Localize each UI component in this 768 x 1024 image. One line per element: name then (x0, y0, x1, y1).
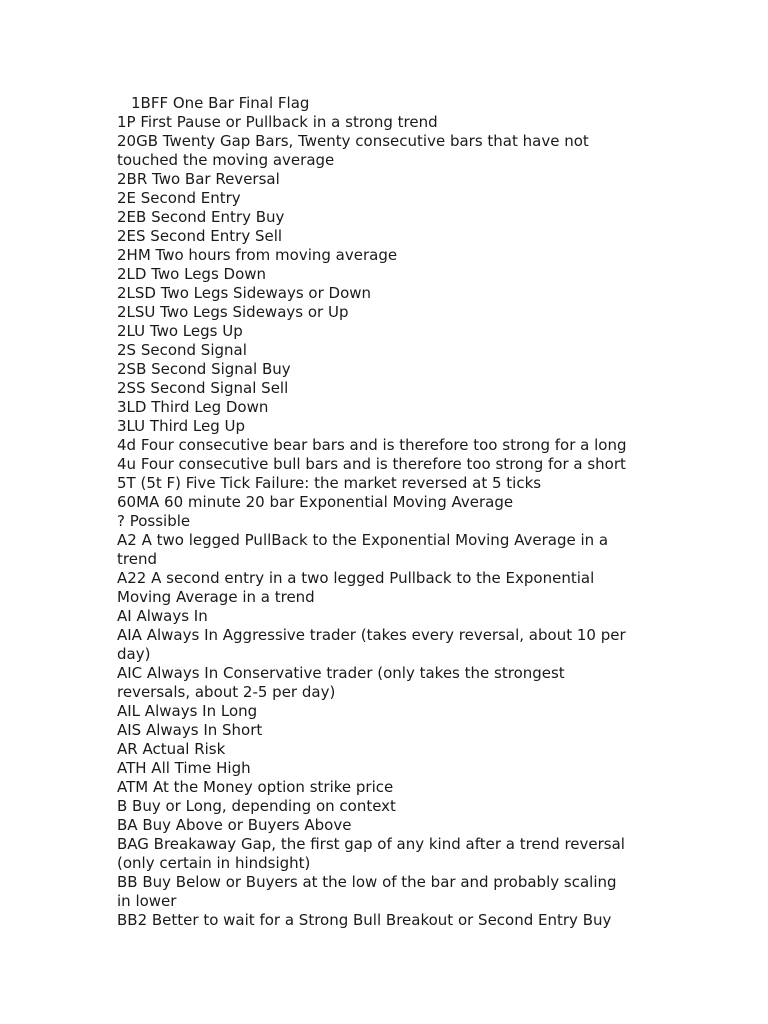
glossary-line: A2 A two legged PullBack to the Exponential Moving Average in a (117, 531, 609, 549)
glossary-line: AIC Always In Conservative trader (only takes the strongest (117, 664, 565, 682)
glossary-line: 2SS Second Signal Sell (117, 379, 289, 397)
glossary-line: in lower (117, 892, 177, 910)
glossary-line: 4d Four consecutive bear bars and is therefore too strong for a long (117, 436, 627, 454)
glossary-line: 2E Second Entry (117, 189, 241, 207)
glossary-line: 1P First Pause or Pullback in a strong trend (117, 113, 438, 131)
glossary-line: 2ES Second Entry Sell (117, 227, 283, 245)
glossary-line: BB Buy Below or Buyers at the low of the bar and probably scaling (117, 873, 617, 891)
glossary-line: B Buy or Long, depending on context (117, 797, 396, 815)
glossary-line: 60MA 60 minute 20 bar Exponential Moving Average (117, 493, 514, 511)
glossary-line: 2LSD Two Legs Sideways or Down (117, 284, 372, 302)
glossary-line: touched the moving average (117, 151, 335, 169)
glossary-line: ATM At the Money option strike price (117, 778, 394, 796)
glossary-line: Moving Average in a trend (117, 588, 315, 606)
glossary-line: 1BFF One Bar Final Flag (131, 94, 310, 112)
glossary-line: 2SB Second Signal Buy (117, 360, 291, 378)
glossary-line: (only certain in hindsight) (117, 854, 311, 872)
glossary-line: 2EB Second Entry Buy (117, 208, 285, 226)
glossary-line: BAG Breakaway Gap, the first gap of any kind after a trend reversal (117, 835, 625, 853)
glossary-list (117, 94, 647, 930)
glossary-line: 20GB Twenty Gap Bars, Twenty consecutive bars that have not (117, 132, 589, 150)
glossary-line: 2LSU Two Legs Sideways or Up (117, 303, 349, 321)
glossary-line: reversals, about 2-5 per day) (117, 683, 336, 701)
glossary-line: 2BR Two Bar Reversal (117, 170, 280, 188)
glossary-line: AIS Always In Short (117, 721, 263, 739)
glossary-line: 5T (5t F) Five Tick Failure: the market reversed at 5 ticks (117, 474, 542, 492)
glossary-line: AI Always In (117, 607, 208, 625)
glossary-line: AR Actual Risk (117, 740, 226, 758)
glossary-line: trend (117, 550, 157, 568)
glossary-line: 2LU Two Legs Up (117, 322, 243, 340)
glossary-line: ATH All Time High (117, 759, 251, 777)
glossary-line: BA Buy Above or Buyers Above (117, 816, 352, 834)
glossary-line: 3LD Third Leg Down (117, 398, 269, 416)
glossary-line: ? Possible (117, 512, 191, 530)
glossary-line: AIA Always In Aggressive trader (takes every reversal, about 10 per (117, 626, 626, 644)
glossary-line: A22 A second entry in a two legged Pullback to the Exponential (117, 569, 595, 587)
glossary-line: day) (117, 645, 151, 663)
glossary-line: 4u Four consecutive bull bars and is therefore too strong for a short (117, 455, 626, 473)
glossary-line: BB2 Better to wait for a Strong Bull Breakout or Second Entry Buy (117, 911, 612, 929)
glossary-line: 2S Second Signal (117, 341, 247, 359)
glossary-line: 3LU Third Leg Up (117, 417, 246, 435)
glossary-line: AIL Always In Long (117, 702, 258, 720)
glossary-line: 2LD Two Legs Down (117, 265, 267, 283)
glossary-line: 2HM Two hours from moving average (117, 246, 398, 264)
